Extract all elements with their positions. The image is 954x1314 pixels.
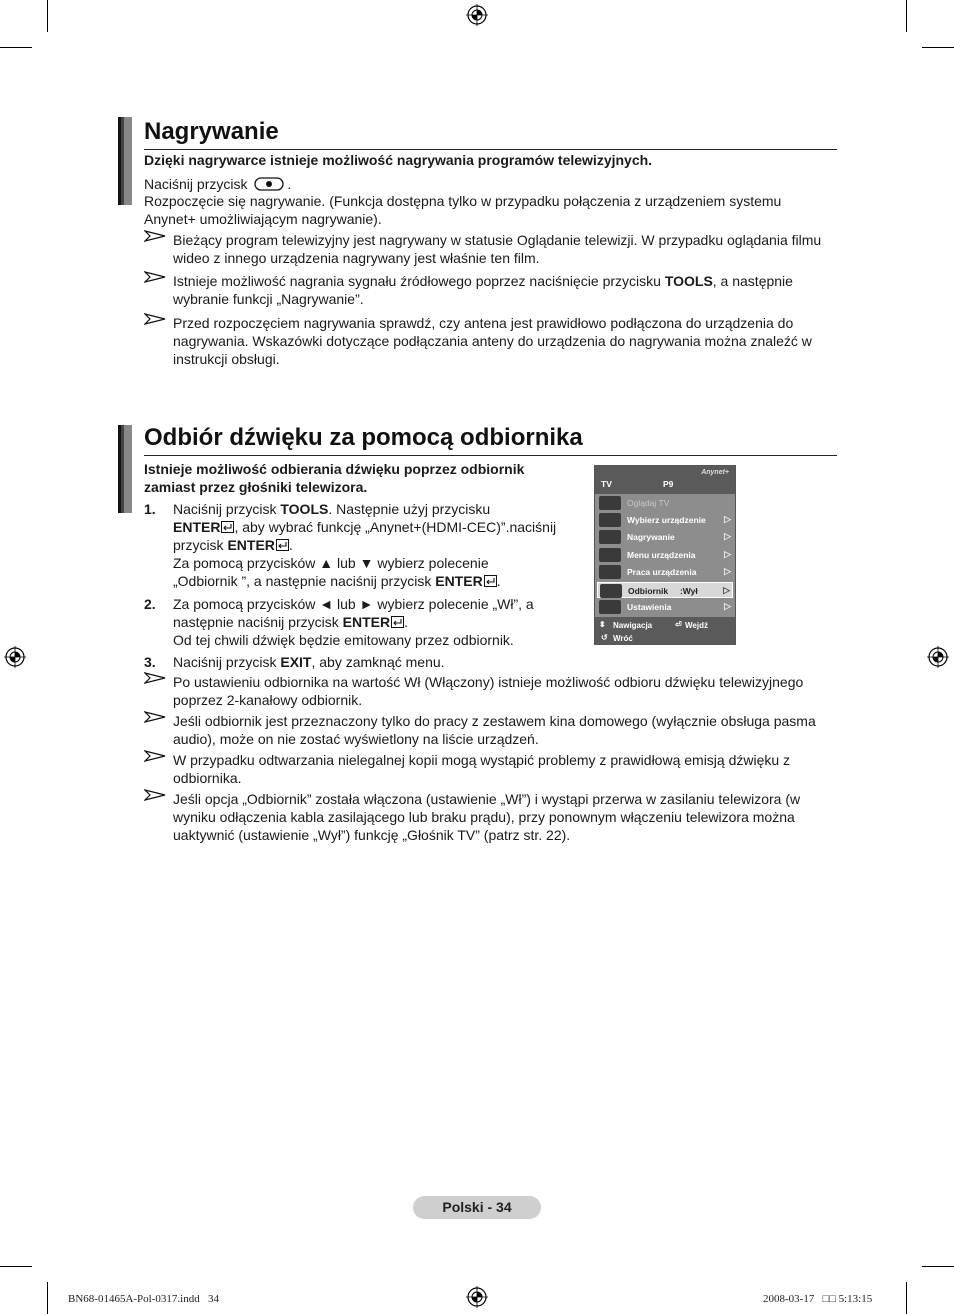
tv-icon bbox=[599, 496, 621, 510]
step-text: Naciśnij przycisk bbox=[173, 501, 281, 517]
enter-icon bbox=[484, 575, 497, 587]
press-button-line bbox=[144, 175, 834, 193]
note-text: Jeśli opcja „Odbiornik” została włączona (ustawienie „Wł”) i wystąpi przerwa w zasilaniu telewizora (w wyniku odłączenia kabla zasilającego lub braku prądu), przy ponownym włączeniu telewizora można uaktywnić (ustawienie „Wył”) funkcję „Głośnik TV” (patrz str. 22). bbox=[173, 791, 801, 843]
crop-mark bbox=[0, 1266, 32, 1267]
step-number: 1. bbox=[144, 501, 156, 517]
osd-header bbox=[595, 466, 735, 494]
step-text: Za pomocą przycisków ◄ lub ► wybierz polecenie „Wł”, a bbox=[173, 596, 534, 612]
enter-icon bbox=[221, 521, 234, 533]
note-text-b: , a następnie bbox=[712, 273, 793, 289]
updown-icon: ⬍ bbox=[599, 620, 606, 629]
osd-item-recording[interactable] bbox=[597, 529, 733, 545]
enter-icon: ⏎ bbox=[675, 620, 682, 629]
chevron-right-icon: ▷ bbox=[724, 601, 731, 611]
step-text: . Następnie użyj przycisku bbox=[328, 501, 491, 517]
note-arrow-icon bbox=[144, 312, 166, 326]
osd-item-receiver[interactable] bbox=[597, 582, 733, 598]
record-icon bbox=[599, 530, 621, 544]
note-text-c: wybranie funkcji „Nagrywanie”. bbox=[173, 291, 364, 307]
osd-item-label: Wybierz urządzenie bbox=[627, 515, 706, 525]
return-icon: ↺ bbox=[601, 633, 608, 642]
start-text: Rozpoczęcie się nagrywanie. (Funkcja dostępna tylko w przypadku połączenia z urządzeniem systemu Anynet+ umożliwiającym nagrywanie). bbox=[144, 193, 782, 227]
title-rule bbox=[144, 149, 837, 150]
section-intro: Dzięki nagrywarce istnieje możliwość nagrywania programów telewizyjnych. bbox=[144, 152, 653, 168]
step-1 bbox=[144, 500, 584, 590]
section-title: Nagrywanie bbox=[144, 118, 279, 145]
osd-nav-label: Nawigacja bbox=[613, 621, 653, 630]
osd-menu bbox=[594, 465, 736, 645]
enter-keyword: ENTER bbox=[227, 537, 275, 553]
section-bar bbox=[118, 117, 132, 205]
registration-mark-icon bbox=[4, 646, 26, 668]
note-arrow-icon bbox=[144, 788, 166, 802]
step-text: , aby zamknąć menu. bbox=[311, 654, 445, 670]
crop-mark bbox=[47, 1282, 48, 1314]
step-3 bbox=[144, 653, 744, 671]
receiver-icon bbox=[600, 584, 622, 598]
exit-keyword: EXIT bbox=[280, 654, 312, 670]
crop-mark bbox=[906, 1282, 907, 1314]
operation-icon bbox=[599, 565, 621, 579]
osd-footer bbox=[595, 617, 735, 645]
page-number-badge: Polski - 34 bbox=[413, 1196, 541, 1219]
osd-item-watch-tv[interactable] bbox=[597, 495, 733, 511]
note-text: Bieżący program telewizyjny jest nagrywany w statusie Oglądanie telewizji. W przypadku oglądania filmu wideo z innego urządzenia nagrywany jest właśnie ten film. bbox=[173, 232, 822, 266]
osd-back-label: Wróć bbox=[613, 634, 633, 643]
note-arrow-icon bbox=[144, 229, 166, 243]
step-text: Od tej chwili dźwięk będzie emitowany przez odbiornik. bbox=[173, 632, 514, 648]
osd-item-label: Ustawienia bbox=[627, 602, 672, 612]
step-2 bbox=[144, 595, 584, 649]
crop-mark bbox=[0, 47, 32, 48]
chevron-right-icon: ▷ bbox=[724, 514, 731, 524]
note-text: Przed rozpoczęciem nagrywania sprawdź, czy antena jest prawidłowo podłączona do urządzenia do nagrywania. Wskazówki dotyczące podłączania anteny do urządzenia do nagrywania można znaleźć w instrukcji obsługi. bbox=[173, 315, 812, 367]
osd-source: TV bbox=[601, 479, 612, 489]
chevron-right-icon: ▷ bbox=[723, 585, 730, 595]
tools-keyword: TOOLS bbox=[664, 273, 713, 289]
chevron-right-icon: ▷ bbox=[724, 549, 731, 559]
osd-brand: Anynet+ bbox=[701, 469, 729, 476]
registration-mark-icon bbox=[466, 1286, 488, 1308]
tools-keyword: TOOLS bbox=[280, 501, 329, 517]
osd-item-label: Menu urządzenia bbox=[627, 550, 696, 560]
chevron-right-icon: ▷ bbox=[724, 531, 731, 541]
section-intro-1: Istnieje możliwość odbierania dźwięku poprzez odbiornik bbox=[144, 461, 525, 477]
note-item bbox=[144, 673, 838, 709]
step-number: 2. bbox=[144, 596, 156, 612]
device-icon bbox=[599, 513, 621, 527]
footer-date: 2008-03-17 □□ 5:13:15 bbox=[763, 1293, 873, 1305]
registration-mark-icon bbox=[927, 646, 949, 668]
osd-item-device-menu[interactable] bbox=[597, 547, 733, 563]
note-arrow-icon bbox=[144, 710, 166, 724]
enter-keyword: ENTER bbox=[435, 573, 483, 589]
note-arrow-icon bbox=[144, 749, 166, 763]
note-item bbox=[144, 712, 838, 748]
note-item bbox=[144, 790, 838, 844]
step-text: Za pomocą przycisków ▲ lub ▼ wybierz polecenie bbox=[173, 555, 489, 571]
step-text: następnie naciśnij przycisk bbox=[173, 614, 343, 630]
note-text-a: Istnieje możliwość nagrania sygnału źródłowego poprzez naciśnięcie przycisku bbox=[173, 273, 665, 289]
osd-channel: P9 bbox=[663, 479, 674, 489]
note-item bbox=[144, 231, 838, 267]
osd-item-label: Oglądaj TV bbox=[627, 498, 670, 508]
settings-icon bbox=[599, 600, 621, 614]
note-text: Jeśli odbiornik jest przeznaczony tylko do pracy z zestawem kina domowego (wyłącznie obsługa pasma audio), może on nie zostać wyświetlony na liście urządzeń. bbox=[173, 713, 816, 747]
record-button-icon bbox=[254, 177, 284, 191]
note-text: Po ustawieniu odbiornika na wartość Wł (Włączony) istnieje możliwość odbioru dźwięku telewizyjnego poprzez 2-kanałowy odbiornik. bbox=[173, 674, 804, 708]
enter-keyword: ENTER bbox=[173, 519, 221, 535]
osd-item-label: Odbiornik :Wył bbox=[628, 586, 698, 596]
title-rule bbox=[144, 455, 837, 456]
osd-enter-label: Wejdź bbox=[685, 621, 708, 630]
step-text: . bbox=[288, 537, 293, 553]
crop-mark bbox=[922, 47, 954, 48]
crop-mark bbox=[906, 0, 907, 32]
osd-item-device-operation[interactable] bbox=[597, 564, 733, 580]
footer-file: BN68-01465A-Pol-0317.indd 34 bbox=[68, 1293, 219, 1305]
note-item bbox=[144, 272, 838, 308]
step-text: . bbox=[404, 614, 408, 630]
crop-mark bbox=[47, 0, 48, 32]
osd-item-label: Nagrywanie bbox=[627, 532, 675, 542]
registration-mark-icon bbox=[466, 4, 488, 26]
enter-keyword: ENTER bbox=[342, 614, 391, 630]
enter-icon bbox=[391, 616, 404, 628]
step-text: przycisk bbox=[173, 537, 228, 553]
press-end: . bbox=[287, 176, 292, 192]
crop-mark bbox=[922, 1266, 954, 1267]
osd-item-settings[interactable] bbox=[597, 599, 733, 615]
note-text: W przypadku odtwarzania nielegalnej kopii mogą wystąpić problemy z prawidłową emisją dźwięku z odbiornika. bbox=[173, 752, 791, 786]
osd-item-select-device[interactable] bbox=[597, 512, 733, 528]
step-text: „Odbiornik ”, a następnie naciśnij przycisk bbox=[173, 573, 436, 589]
osd-item-label: Praca urządzenia bbox=[627, 567, 697, 577]
note-item bbox=[144, 314, 838, 368]
chevron-right-icon: ▷ bbox=[724, 566, 731, 576]
menu-icon bbox=[599, 548, 621, 562]
section-title: Odbiór dźwięku za pomocą odbiornika bbox=[144, 424, 583, 451]
step-text: , aby wybrać funkcję „Anynet+(HDMI-CEC)”.naciśnij bbox=[234, 519, 557, 535]
note-arrow-icon bbox=[144, 671, 166, 685]
section-intro-2: zamiast przez głośniki telewizora. bbox=[144, 479, 368, 495]
press-label: Naciśnij przycisk bbox=[144, 176, 248, 192]
enter-icon bbox=[276, 539, 289, 551]
step-number: 3. bbox=[144, 654, 156, 670]
step-text: Naciśnij przycisk bbox=[173, 654, 281, 670]
note-arrow-icon bbox=[144, 270, 166, 284]
step-text: . bbox=[496, 573, 501, 589]
section-bar bbox=[118, 425, 132, 513]
note-item bbox=[144, 751, 838, 787]
